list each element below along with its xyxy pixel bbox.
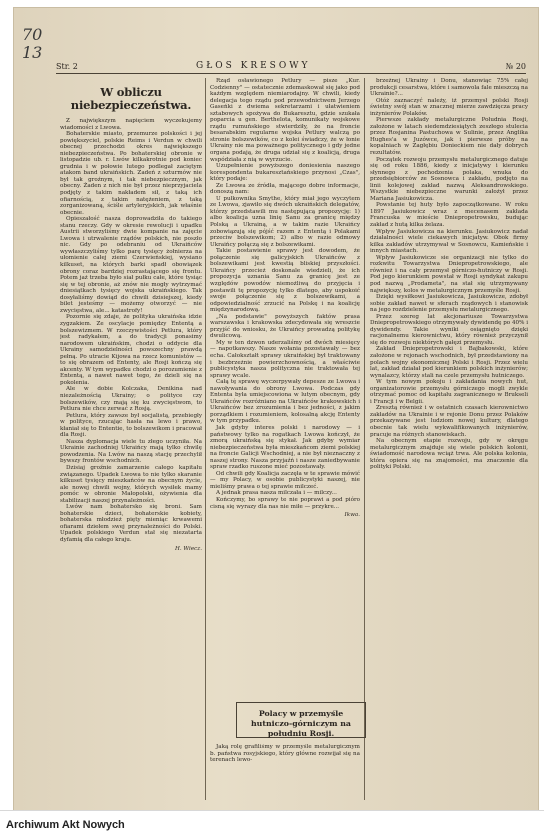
article-column-3 bbox=[370, 78, 528, 471]
article-paragraph: Rząd osławionego Petlury — pisze „Kur. Codzienny" — ostatecznie zdemaskował się jako pod każdym względem niemiarodajny. W chwili, kiedy delegacja tego rządu pod przewodnictwem Jerzego Gaseńki z dwiema sekretarzami i ułatwieniem sztabowych spożywa do Bukaresztu, gdzie szukała poparcia u gen. Berthelota, komunikaty wojskowe rządu rumuńskiego stwierdziły, że na froncie besarabskim regularne wojska Petlury walczą po stronie bolszewików, co z kolei świadczy, że w łonie Ukrainy nie ma poważnego politycznego i gdy jedne organa podają, że druga udział się z koalicją, druga wspódziała z nią w wyrzucie. bbox=[210, 78, 360, 163]
archive-footer-bar bbox=[0, 810, 544, 840]
article-paragraph: Otóż zaznaczyć należy, iż przemysł polski Rosji świetny swój stan w znacznej mierze zawdzięcza pracy inżynierów Polaków. bbox=[370, 97, 528, 117]
article-paragraph: Takie postawienie sprawy jest dowodem, że połączenie się galicyjskich Ukraińców z bolszewikami jest kwestią bliskiej przyszłości. Ukraińcy przecież doskonale wiedzieli, że ich propozycja uznania Sanu za granicę jest ze względów powodów niemożliwą do przyjęcia i postawili tę propozycję tylko dlatego, aby uspokoić swoje połączenie się z bolszewikami, a odpowiedzialność zrzucić na Polskę i na koalicję międzynarodową. bbox=[210, 248, 360, 314]
article-body bbox=[210, 78, 360, 510]
article-paragraph: Całą tę sprawę wyczerpywały depesze ze Lwowa i nawoływania do obrony Lwowa. Podczas gdy Ententa była umiejscowiona w lutym obecnym, gdy Ukraińców rozróżniano na Ukraińców krakowskich i Ukraińców bez zrozumienia i bez jedności, z jakim porządkiem i rozumieniem, kolosalną akcję Ententy w tym przypadku. bbox=[210, 379, 360, 425]
article-signature: Ikwa. bbox=[344, 512, 360, 519]
article-paragraph: Bohaterskie miasto, przemurze polskości i jej powiększyciel, polskie Reims i Verdun w chwili obecnej przechodzi okres największego niebezpieczeństwa. Po bohaterskiej obronie w listopadzie ub. r. Lwów kilkakrotnie pod koniec grudnia i w połowie lutego podlegał zaciętym atakom band ukraińskich. Zadeń z szturmów nie był tak groźnym, i tak niebezpiecznym, jak obecny. Żaden z nich nie był przez nieprzyjaciela podjęty z takim nakładem sił, z taką ich ofiarnością, z takim natężeniem, z taką zorganizowaną, ściśle artyleryjskich, jak właśnie obecnie. bbox=[60, 131, 202, 216]
article-paragraph: W tym nowym pokoju i zakładania nowych hut, organizatorowie przemysłu górniczego mogli zwykle otrzymać pomoc od kapitału zagranicznego w Brukseli i Francji i w Belgii. bbox=[370, 379, 528, 405]
article-column-2 bbox=[210, 78, 360, 519]
article-paragraph: Ze Lwowa ze źródła, mającego dobre informacje, donoszą nam: bbox=[210, 182, 360, 196]
article-signature: H. Wiecz. bbox=[174, 545, 202, 552]
newspaper-title: GŁOS KRESOWY bbox=[196, 61, 311, 71]
masthead bbox=[56, 60, 526, 74]
handwritten-number-bottom: 13 bbox=[22, 43, 43, 62]
article-headline: W obliczu niebezpieczeństwa. bbox=[70, 85, 192, 112]
article-paragraph: Opieszałość nasza doprowadziła do takiego stanu rzeczy. Gdy w okresie rewolucji i upadku Austrii stworzyliśmy dwie kompanie na zajęcie Lwowa i utrwalenie rządów polskich, nie poszło nic. Gdy po odebraniu od Ukraińców wywłaszczyliśmy tylko parę tysięcy żołnierza na ułomienie całej ziemi Czerwieńskiej, wysiano kilkuset, na których barki spadł obowiązek obrony coraz bardziej rozrastającego się frontu. Potem jaż trzeba było siał pułku całe, które tysiąc się w tej obronie, aż znów nie mogły wytrzymać dniesiątkach tysięcy wojska ukraińskiego. Tak dosyłaliśmy dowiąd do chwili dzisiejszej, kiedy bilet jesteśmy — możemy otworzyć — nie zwycięstwa, ale... katastrofy! bbox=[60, 216, 202, 314]
article-body bbox=[370, 78, 528, 471]
article-paragraph: Pozornie się zdaje, że polityka ukraińska idzie zygzakiem. Ze oscylacje pomiędzy Ententą a bolszewizmem. W rzeczywistości Petlura, który jest radykałem, a do tradycji ponasimy narodowem ukraińskim, chodzi o oddycie dla Ukrainy samodzielności powszechny prawdą pełną. Po utracie Kijowa na rzecz komunistów — to się obrazem od Ententy, ale Rosji kończą się akcenty. W tym wypadku chodzi o porozumienie z Ententą, a nawet nawet tego, że dzieli się na pokolenia. bbox=[60, 314, 202, 386]
column-divider bbox=[364, 78, 365, 800]
article-paragraph: Z największym napięciem wyczekujemy wiadomości z Lwowa. bbox=[60, 118, 202, 131]
article-intro bbox=[210, 744, 360, 764]
article-paragraph: Lwów nam bohatersko się broni. Sam bohaterskie dzieci, bohaterskie kobiety, bohaterska młodzież pięty mieniąc krwawemi ofiarami dziełem swej przynależności do Polski. Upadek polskiego Verdun stał się niezatarta dyfamią dla całego kraju. bbox=[60, 504, 202, 543]
handwritten-number-top: 70 bbox=[22, 25, 43, 44]
article-paragraph: U pułkownika Smythe, który miał jego wyczytem ze Lwowa, zjawiło się dwóch ukraińskich delegatów, którzy przedstawili mu następującą propozycję: 1) albo koalicja uzna linię Sanu za granicę między Polską a Ukrainą, a w takim razie Ukraińcy zobowiązują się pójść razem z Ententą i Polakami przeciw bolszewikom; 2) albo w razie odmowy Ukraińcy połączą się z bolszewikami. bbox=[210, 195, 360, 248]
article-paragraph: Powstanie tej huty było zapoczątkowane. W roku 1897 Jasiukowicz wraz z mecenasem zakłada Francuska w mieście Dniepropetrowsku, budując zakład z hutą kilka żelaza. bbox=[370, 202, 528, 229]
article-body bbox=[60, 118, 202, 544]
article-paragraph: Wpływ Jasiukowicze sie organizacji nie tylko do rozkwitu Towarzystwa Dniepropetrowskiego, ale również i na cały przemysł górniczo-hutniczy w Rosji. Pod jego kierunkiem powstał w Rosji syndykat zakupu pod nazwą „Prodameta", na stał się utrzymywany największy, kolos w metalurgicznym przemyśle Rosji. bbox=[370, 254, 528, 294]
article-paragraph: A jednak prasa nasza milczała i — milczy... bbox=[216, 490, 337, 497]
article-column-1 bbox=[60, 78, 202, 552]
article-paragraph: „Na podstawie" powyższych faktów prasa warszawska i krakowska zdecydowała się wreszcie przyjść do wniosku, że Ukraińcy prowadzą politykę dwulicową. bbox=[210, 313, 360, 340]
newspaper-page bbox=[14, 8, 538, 810]
article-paragraph: Kończymy, bo sprawy te nie poprawi a pod pióro cisną się wyrazy dla nas nie miłe — przykre... bbox=[210, 497, 360, 510]
boxed-headline: Polacy w przemyśle hutniczo-górniczym na południu Rosji. bbox=[236, 702, 366, 738]
article-paragraph: Ale w dobie Kolczaka, Denikina nad niezależnością Ukrainy; o polityce czy bolszewików, czy mają się ku zwycięstwom, to Petlura nie chce zerwać z Rosją. bbox=[60, 386, 202, 413]
column-divider bbox=[205, 78, 206, 800]
article-paragraph: Pierwsze zakłady metalurgiczne Południa Rosji, założone w latach siedemdziesiątych zeszłego stulecia przez Rosjanina Pastuchowa w Sulinie, przez Anglika Hughes'a w Juzówce, jak i pierwsze próby na kopalniach w Zagłębiu Donieckiem nie dały dobrych rezultatów. bbox=[370, 117, 528, 157]
article-paragraph: Zresztą również i w ostatnich czasach kierownictwo zakładów na Ukrainie i w rejonie Donu przez Polaków przekazywane jest ludziom nowej kultury, dlatego obecnie tak wielu wykwalifikowanych inżynierów, pracuje na różnych stanowiskach. bbox=[370, 405, 528, 438]
archive-name: Archiwum Akt Nowych bbox=[6, 819, 125, 831]
page-number: Str. 2 bbox=[56, 62, 78, 71]
article-paragraph: Jaką rolę grafiliśmy w przemyśle metalurgicznym b. państwa rosyjskiego, który główne rozwijał się na terenach lewo- bbox=[210, 744, 360, 764]
article-paragraph: Jak gdyby interes polski i narodowy — i państwowy tylko na rogatkach Lwowa kończył, że zmorą ukraińską się stykał. Jak gdyby wymiar niebezpieczeństwa była mieszkańcom ziemi polskiej na froncie Galicji Wschodniej, a nie był nieznaczny z naszej strony. Nasza przyjaźń i nasze zaniedbywanie spraw rzadko ruszone mieć pozostawały. bbox=[210, 424, 360, 471]
article-paragraph: Od chwili gdy Koalicja zaczęła w te sprawie mówić — my Polacy, w osobie publicystyki naszej, nie mieliśmy prawa o tej sprawie milczeć. bbox=[210, 470, 360, 490]
article-paragraph: Petlura, który zawsze był socjalistą, przebiegły w polityce, rzucając hasła na lewo i prawo, kłaniał się to Ententie, to bolszewikom i pracował dla Rosji. bbox=[60, 412, 202, 439]
issue-number: № 20 bbox=[505, 62, 526, 71]
article-paragraph: Dzięki wysiłkowi Jasiukowicza, Jasiukowicze, zdobył sobie zakład nawet w sferach rządowych i stanowisk na jego rozdzielenie przemysłu metalurgicznego. bbox=[370, 294, 528, 314]
article-paragraph: Na obecnym etapie rozwoju, gdy w okręgu metalurgicznym znajduje się wiele polskich kolonii, świadomość narodowa wciąż trwa. Ale polska kolonia, która opiera się na znajomości, ma znaczenie dla polityki Polski. bbox=[370, 438, 528, 471]
article-paragraph: My w ten dzwon uderzaliśmy od dwóch miesięcy — napotkawszy. Nasze wołania pozostawały — bez echa. Całokształt sprawy ukraińskiej był traktowany i bezbrzeżnie powierzchownością, a właściwie publicystyka nasza polityczna nie traktowała tej sprawy wcale. bbox=[210, 339, 360, 379]
handwritten-archive-number bbox=[22, 26, 42, 62]
article-paragraph: brzeżnej Ukrainy i Donu, stanowiąc 75% całej produkcji cesarstwa, które i samowola fale mieszczą na Ukrainie?... bbox=[370, 78, 528, 98]
article-paragraph: Początek rozwoju przemysłu metalurgicznego datuje się od roku 1886, kiedy z inicjatywy i kierunku słynnego z pochodzenia polaka, wnuka do przedsiębiorców ze Sosnowca i zakładu, podjęto na linii kolejowej zakład nazwą Aleksandrowskiego. Wszystkie niebezpieczne warunki założył przez Mariana Jasiukowicza. bbox=[370, 156, 528, 202]
article-paragraph: Zakład Dniepropetrowski i Bajbakowski, które założone w rejonach wschodnich, był przedstawiony na polach wojny ekonomicznej Polski i Rosji. Przez wielu lat, zakład działał pod kierunkiem polskich inżynierów; wynalazcy, którzy stali na czele przemysłu hutniczego. bbox=[370, 346, 528, 379]
article-paragraph: Przez szereg lat akcjonariusze Towarzystwa Dniepropetrowskiego otrzymywały dywidendę po 40% i dywidendy. Takie wyniki osiągnięto dzięki racjonalnemu kierownictwu, który również przyczynił się do rozwoju niektórych gałęzi przemysłu. bbox=[370, 313, 528, 346]
article-paragraph: Nasza dyplomacja wiele tu złego uczyniła. Na Ukrainie zachodniej Ukraińcy mają tylko chwilę powodzenia. Na Lwów na naszą stację przechylił bywszy frontów wschodnich. bbox=[60, 438, 202, 465]
article-paragraph: Uzupełnienie powyższego doniesienia naszego korespondenta bukaresztańskiego przynosi „Czas", który podaje: bbox=[210, 163, 360, 183]
article-paragraph: Dzisiaj groźnie zamarzenie całego kapitału związanego. Upadek Lwowa to nie tylko skaranie kilkuset tysięcy mieszkańców na obecnym życie, ale nowej chwili wojny, których wysiłek mamy pomóc w obronie Małopolski, ożywienia dla stabilizacji naszej przynależności. bbox=[60, 464, 202, 504]
article-paragraph: Wpływ Jasiukowicza na kierunku. Jasiukowicz nadał działalności wiele ciekawych inicjatyw. Obok firmy kilka zakładów utrzymywał w Sosnowcu, Kamieńskie i innych miastach. bbox=[370, 228, 528, 255]
